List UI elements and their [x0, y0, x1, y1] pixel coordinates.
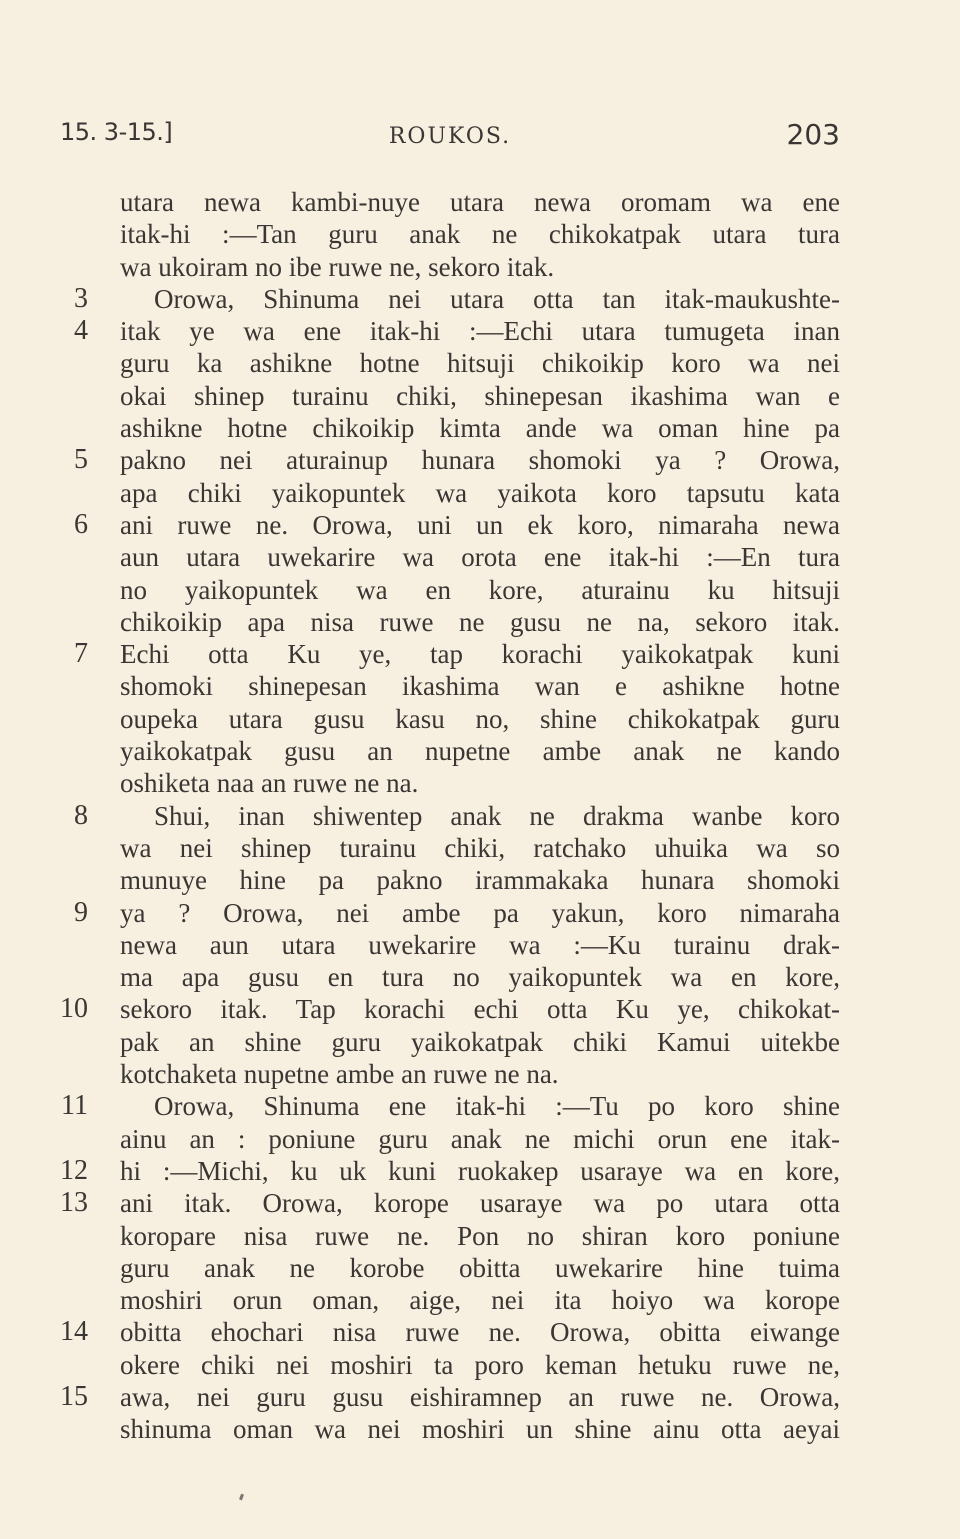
line-text: Orowa, Shinuma ene itak-hi :—Tu po koro shine — [154, 1091, 840, 1122]
line-text: utara newa kambi-nuye utara newa oromam wa ene — [120, 187, 840, 217]
text-line — [0, 380, 960, 412]
line-text: guru anak ne korobe obitta uwekarire hine tuima — [120, 1252, 840, 1283]
line-text: yaikokatpak gusu an nupetne ambe anak ne kando — [120, 736, 840, 767]
text-line — [0, 1058, 960, 1090]
line-text: apa chiki yaikopuntek wa yaikota koro tapsutu kata — [120, 477, 840, 508]
line-text: kotchaketa nupetne ambe an ruwe ne na. — [120, 1059, 559, 1090]
text-line — [0, 767, 960, 799]
text-line — [0, 1349, 960, 1381]
verse-number: 9 — [74, 896, 88, 928]
line-text: okai shinep turainu chiki, shinepesan ikashima wan e — [120, 380, 840, 411]
text-line — [0, 283, 960, 315]
text-line — [0, 1155, 960, 1187]
verse-number: 11 — [61, 1090, 88, 1122]
text-line — [0, 347, 960, 379]
line-text: ainu an : poniune guru anak ne michi orun ene itak- — [120, 1123, 840, 1154]
verse-number: 13 — [60, 1187, 88, 1219]
text-line — [0, 218, 960, 250]
line-text: pakno nei aturainup hunara shomoki ya ? Orowa, — [120, 445, 840, 476]
text-line — [0, 800, 960, 832]
line-text: oshiketa naa an ruwe ne na. — [120, 768, 419, 799]
text-line — [0, 638, 960, 670]
line-text: Echi otta Ku ye, tap korachi yaikokatpak kuni — [120, 639, 840, 670]
text-line — [0, 412, 960, 444]
text-line — [0, 1252, 960, 1284]
text-line — [0, 1381, 960, 1413]
text-line — [0, 1220, 960, 1252]
text-line — [0, 864, 960, 896]
line-text: chikoikip apa nisa ruwe ne gusu ne na, sekoro itak. — [120, 606, 840, 637]
verse-number: 8 — [74, 799, 88, 831]
line-text: munuye hine pa pakno irammakaka hunara shomoki — [120, 865, 840, 896]
text-line — [0, 1413, 960, 1445]
text-line — [0, 832, 960, 864]
text-line — [0, 993, 960, 1025]
text-line — [0, 897, 960, 929]
line-text: okere chiki nei moshiri ta poro keman hetuku ruwe ne, — [120, 1349, 840, 1380]
line-text: ya ? Orowa, nei ambe pa yakun, koro nimaraha — [120, 897, 840, 928]
line-text: guru ka ashikne hotne hitsuji chikoikip koro wa nei — [120, 348, 840, 379]
page-number: 203 — [786, 118, 840, 151]
line-text: wa ukoiram no ibe ruwe ne, sekoro itak. — [120, 251, 555, 282]
line-text: hi :—Michi, ku uk kuni ruokakep usaraye wa en kore, — [120, 1155, 840, 1186]
chapter-verse-range: 15. 3-15.] — [60, 118, 173, 146]
verse-number: 4 — [74, 315, 88, 347]
line-text: ani ruwe ne. Orowa, uni un ek koro, nimaraha newa — [120, 509, 840, 540]
text-line — [0, 574, 960, 606]
line-text: awa, nei guru gusu eishiramnep an ruwe ne. Orowa, — [120, 1381, 840, 1412]
verse-number: 3 — [74, 282, 88, 314]
verse-number: 7 — [74, 638, 88, 670]
text-line — [0, 541, 960, 573]
text-line — [0, 1026, 960, 1058]
line-text: moshiri orun oman, aige, nei ita hoiyo wa korope — [120, 1285, 840, 1316]
text-line — [0, 509, 960, 541]
line-text: sekoro itak. Tap korachi echi otta Ku ye, chikokat- — [120, 994, 840, 1025]
line-text: itak ye wa ene itak-hi :—Echi utara tumugeta inan — [120, 316, 840, 347]
line-text: shinuma oman wa nei moshiri un shine ainu otta aeyai — [120, 1414, 840, 1445]
line-text: ani itak. Orowa, korope usaraye wa po utara otta — [120, 1188, 840, 1219]
text-line — [0, 251, 960, 283]
verse-number: 10 — [60, 993, 88, 1025]
book-title: ROUKOS. — [388, 124, 512, 149]
text-line — [0, 961, 960, 993]
line-text: ma apa gusu en tura no yaikopuntek wa en kore, — [120, 962, 840, 993]
line-text: itak-hi :—Tan guru anak ne chikokatpak utara tura — [120, 219, 840, 250]
line-text: shomoki shinepesan ikashima wan e ashikne hotne — [120, 671, 840, 702]
text-line — [0, 186, 960, 218]
text-line — [0, 606, 960, 638]
verse-number: 5 — [74, 444, 88, 476]
line-text: obitta ehochari nisa ruwe ne. Orowa, obitta eiwange — [120, 1317, 840, 1348]
text-line — [0, 1123, 960, 1155]
text-line — [0, 1187, 960, 1219]
verse-number: 14 — [60, 1316, 88, 1348]
text-line — [0, 1090, 960, 1122]
line-text: no yaikopuntek wa en kore, aturainu ku hitsuji — [120, 574, 840, 605]
text-line — [0, 703, 960, 735]
running-head — [60, 118, 840, 154]
verse-number: 12 — [60, 1154, 88, 1186]
text-line — [0, 1316, 960, 1348]
ink-speck — [239, 1494, 244, 1501]
line-text: pak an shine guru yaikokatpak chiki Kamui uitekbe — [120, 1026, 840, 1057]
body-text — [0, 186, 960, 1446]
text-line — [0, 670, 960, 702]
line-text: ashikne hotne chikoikip kimta ande wa oman hine pa — [120, 413, 840, 444]
line-text: aun utara uwekarire wa orota ene itak-hi :—En tura — [120, 542, 840, 573]
text-line — [0, 315, 960, 347]
line-text: Orowa, Shinuma nei utara otta tan itak-maukushte- — [154, 283, 840, 314]
text-line — [0, 929, 960, 961]
text-line — [0, 444, 960, 476]
verse-number: 15 — [60, 1380, 88, 1412]
line-text: koropare nisa ruwe ne. Pon no shiran koro poniune — [120, 1220, 840, 1251]
verse-number: 6 — [74, 508, 88, 540]
line-text: wa nei shinep turainu chiki, ratchako uhuika wa so — [120, 832, 840, 863]
text-line — [0, 477, 960, 509]
text-line — [0, 1284, 960, 1316]
line-text: oupeka utara gusu kasu no, shine chikokatpak guru — [120, 703, 840, 734]
text-line — [0, 735, 960, 767]
line-text: Shui, inan shiwentep anak ne drakma wanbe koro — [154, 800, 840, 831]
line-text: newa aun utara uwekarire wa :—Ku turainu drak- — [120, 929, 840, 960]
